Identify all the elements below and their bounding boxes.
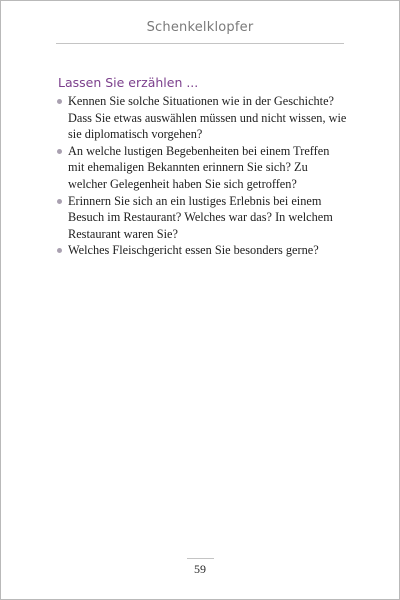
footer-divider <box>187 558 214 559</box>
question-text: An welche lustigen Begebenheiten bei einem Treffen mit ehemaligen Bekannten erinnern Sie sich? Zu welcher Gelegenheit haben Sie sich getroffen? <box>68 143 330 191</box>
bullet-icon <box>57 149 62 154</box>
bullet-icon <box>57 99 62 104</box>
list-item <box>56 143 348 193</box>
question-text: Erinnern Sie sich an ein lustiges Erlebnis bei einem Besuch im Restaurant? Welches war das? In welchem Restaurant waren Sie? <box>68 193 333 241</box>
section-heading: Lassen Sie erzählen ... <box>58 75 199 90</box>
list-item <box>56 193 348 243</box>
header-divider <box>56 43 344 44</box>
running-header: Schenkelklopfer <box>146 20 254 35</box>
question-list <box>56 93 348 259</box>
bullet-icon <box>57 248 62 253</box>
bullet-icon <box>57 199 62 204</box>
question-text: Welches Fleischgericht essen Sie besonders gerne? <box>68 243 319 258</box>
list-item <box>56 93 348 143</box>
page-number: 59 <box>194 562 206 576</box>
question-text: Kennen Sie solche Situationen wie in der Geschichte? Dass Sie etwas auswählen müssen und nicht wissen, wie sie diplomatisch vorgehen? <box>68 94 347 142</box>
list-item <box>56 242 348 259</box>
